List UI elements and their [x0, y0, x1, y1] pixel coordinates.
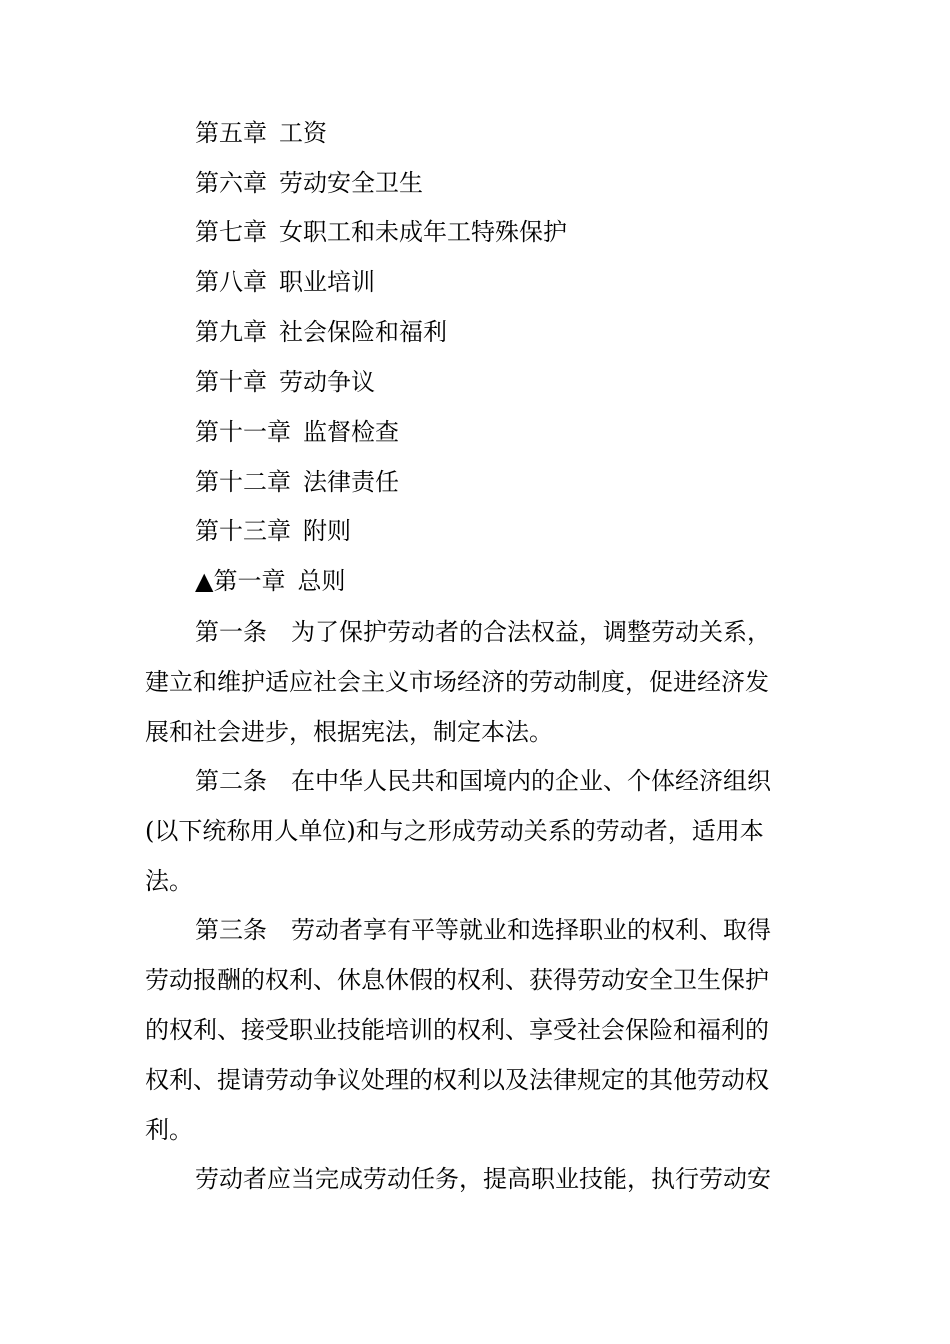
article-line: (以下统称用人单位)和与之形成劳动关系的劳动者，适用本 — [145, 817, 764, 845]
toc-item — [195, 168, 423, 198]
toc-chapter: 第十二章 — [195, 468, 291, 496]
toc-chapter: 第八章 — [195, 268, 267, 296]
toc-item — [195, 516, 351, 546]
article-paragraph — [145, 905, 815, 1155]
toc-title: 职业培训 — [279, 268, 375, 296]
section-heading — [195, 566, 345, 596]
section-heading-chapter: ▲第一章 — [195, 567, 286, 595]
toc-item — [195, 217, 567, 247]
section-heading-title: 总则 — [297, 567, 346, 595]
article-paragraph — [145, 607, 815, 757]
article-line: 法。 — [145, 867, 193, 895]
toc-item — [195, 417, 399, 447]
toc-title: 社会保险和福利 — [279, 318, 447, 346]
toc-chapter: 第十三章 — [195, 517, 291, 545]
toc-title: 法律责任 — [303, 468, 399, 496]
article-text: 在中华人民共和国境内的企业、个体经济组织 — [291, 767, 771, 795]
toc-item — [195, 467, 399, 497]
toc-title: 附则 — [303, 517, 351, 545]
article-line: 的权利、接受职业技能培训的权利、享受社会保险和福利的 — [145, 1016, 769, 1044]
article-line — [145, 905, 815, 955]
toc-chapter: 第十章 — [195, 368, 267, 396]
article-line: 利。 — [145, 1116, 193, 1144]
article-paragraph — [145, 756, 815, 906]
toc-item — [195, 367, 375, 397]
toc-item — [195, 118, 327, 148]
toc-title: 劳动争议 — [279, 368, 375, 396]
paragraph-line: 劳动者应当完成劳动任务，提高职业技能，执行劳动安 — [195, 1165, 771, 1193]
toc-chapter: 第十一章 — [195, 418, 291, 446]
article-text: 为了保护劳动者的合法权益，调整劳动关系， — [291, 618, 771, 646]
article-line: 展和社会进步，根据宪法，制定本法。 — [145, 718, 553, 746]
toc-item — [195, 317, 447, 347]
article-line: 劳动报酬的权利、休息休假的权利、获得劳动安全卫生保护 — [145, 966, 769, 994]
article-label: 第一条 — [195, 618, 267, 646]
toc-chapter: 第六章 — [195, 169, 267, 197]
toc-title: 监督检查 — [303, 418, 399, 446]
article-line — [145, 607, 815, 657]
body-paragraph — [145, 1154, 815, 1204]
article-line: 权利、提请劳动争议处理的权利以及法律规定的其他劳动权 — [145, 1066, 769, 1094]
toc-item — [195, 267, 375, 297]
article-text: 劳动者享有平等就业和选择职业的权利、取得 — [291, 916, 771, 944]
article-label: 第二条 — [195, 767, 267, 795]
toc-title: 工资 — [279, 119, 327, 147]
article-line: 建立和维护适应社会主义市场经济的劳动制度，促进经济发 — [145, 668, 769, 696]
article-line — [145, 756, 815, 806]
toc-chapter: 第五章 — [195, 119, 267, 147]
toc-chapter: 第九章 — [195, 318, 267, 346]
toc-chapter: 第七章 — [195, 218, 267, 246]
toc-title: 女职工和未成年工特殊保护 — [279, 218, 567, 246]
toc-title: 劳动安全卫生 — [279, 169, 423, 197]
article-label: 第三条 — [195, 916, 267, 944]
